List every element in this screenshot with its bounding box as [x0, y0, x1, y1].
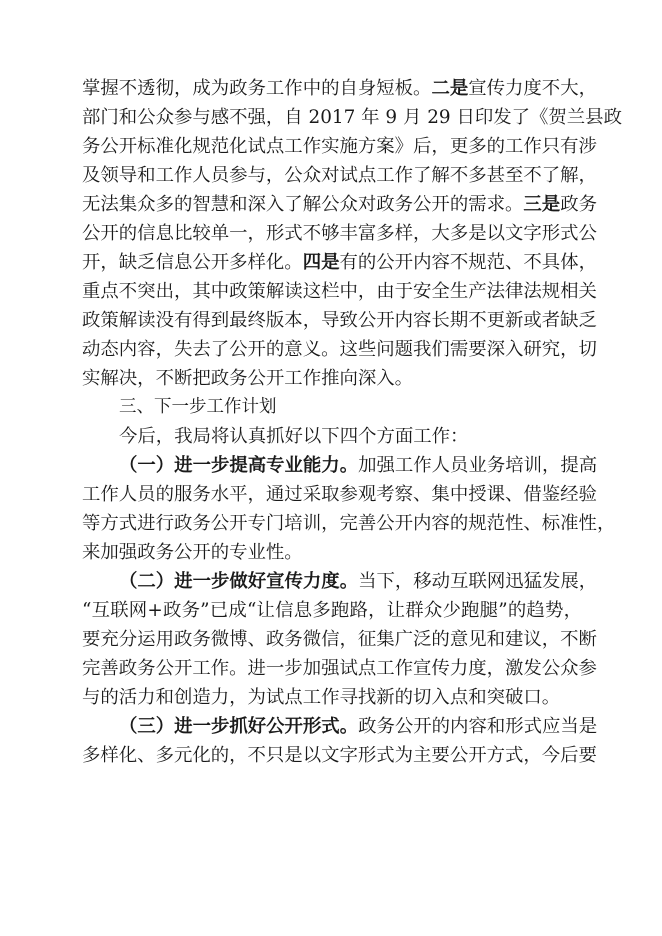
text-line: 重点不突出，其中政策解读这栏中，由于安全生产法律法规相关: [82, 281, 597, 302]
text-line: 动态内容，失去了公开的意义。这些问题我们需要深入研究，切: [82, 339, 597, 360]
text-line: （一）进一步提高专业能力。加强工作人员业务培训，提高: [119, 455, 598, 476]
text-line: 完善政务公开工作。进一步加强试点工作宣传力度，激发公众参: [82, 658, 597, 679]
text-line: 要充分运用政务微博、政务微信，征集广泛的意见和建议，不断: [82, 629, 597, 650]
text-line: 政策解读没有得到最终版本，导致公开内容长期不更新或者缺乏: [82, 310, 597, 331]
text-line: （二）进一步做好宣传力度。当下，移动互联网迅猛发展，: [119, 571, 598, 592]
text-line: 今后，我局将认真抓好以下四个方面工作：: [119, 426, 469, 447]
text-line: 掌握不透彻，成为政务工作中的自身短板。二是宣传力度不大，: [82, 78, 597, 99]
text-line: 来加强政务公开的专业性。: [82, 542, 303, 563]
text-line: 无法集众多的智慧和深入了解公众对政务公开的需求。三是政务: [82, 194, 597, 215]
text-line: 实解决，不断把政务公开工作推向深入。: [82, 368, 414, 389]
text-line: 与的活力和创造力，为试点工作寻找新的切入点和突破口。: [82, 687, 561, 708]
text-line: 务公开标准化规范化试点工作实施方案》后，更多的工作只有涉: [82, 136, 597, 157]
document-body: [82, 74, 622, 770]
text-line: 公开的信息比较单一，形式不够丰富多样，大多是以文字形式公: [82, 223, 597, 244]
text-line: 等方式进行政务公开专门培训，完善公开内容的规范性、标准性，: [82, 513, 616, 534]
text-line: 及领导和工作人员参与，公众对试点工作了解不多甚至不了解，: [82, 165, 597, 186]
text-line: （三）进一步抓好公开形式。政务公开的内容和形式应当是: [119, 716, 598, 737]
text-line: 部门和公众参与感不强，自 2017 年 9 月 29 日印发了《贺兰县政: [82, 107, 622, 128]
section-heading: 三、下一步工作计划: [119, 397, 277, 417]
text-line: 工作人员的服务水平，通过采取参观考察、集中授课、借鉴经验: [82, 484, 597, 505]
text-line: 多样化、多元化的，不只是以文字形式为主要公开方式，今后要: [82, 745, 597, 766]
text-line: “互联网+政务”已成“让信息多跑路，让群众少跑腿”的趋势，: [82, 600, 582, 621]
text-line: 开，缺乏信息公开多样化。四是有的公开内容不规范、不具体，: [82, 252, 597, 273]
